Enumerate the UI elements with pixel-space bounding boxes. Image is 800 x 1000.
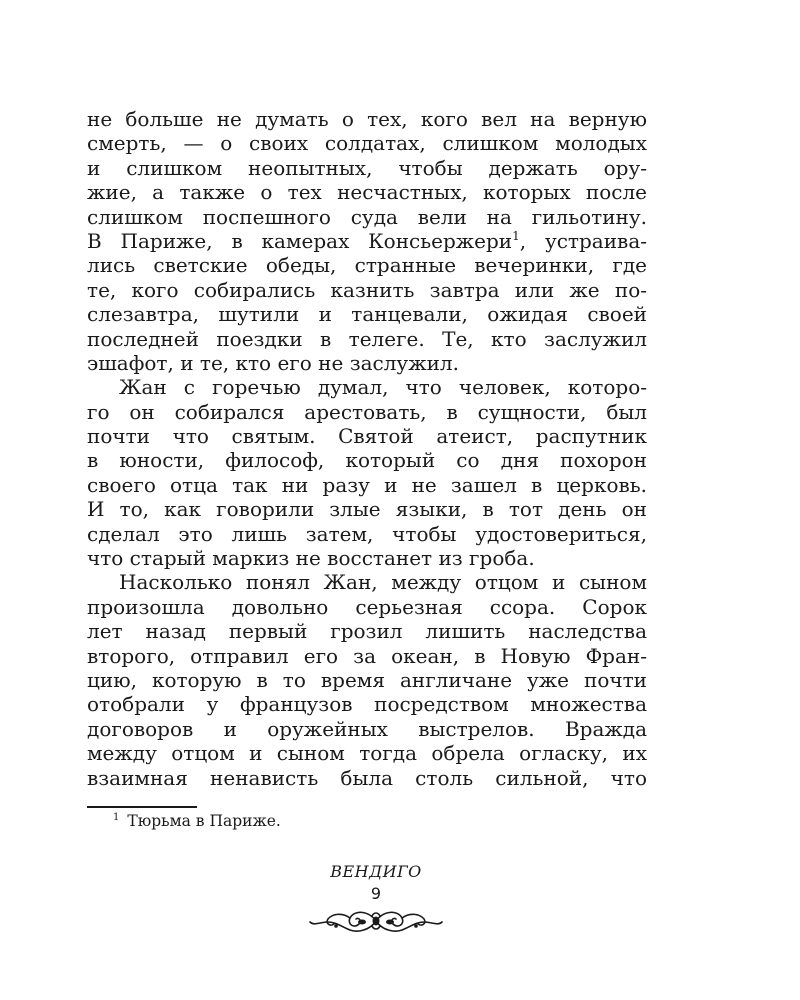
text-line: го он собирался арестовать, в сущности, был xyxy=(87,399,647,424)
text-line xyxy=(87,229,647,253)
text-line: сделал это лишь затем, чтобы удостовериться, xyxy=(87,521,647,546)
text-line: и слишком неопытных, чтобы держать ору- xyxy=(87,155,647,180)
text-line: договоров и оружейных выстрелов. Вражда xyxy=(87,716,647,741)
text-line: слишком поспешного суда вели на гильотину. xyxy=(87,204,647,229)
text-line: Насколько понял Жан, между отцом и сыном xyxy=(119,570,647,595)
text-segment: В Париже, в камерах Консьержери xyxy=(87,228,513,253)
text-line: цию, которую в то время англичане уже почти xyxy=(87,667,647,692)
text-line: жие, а также о тех несчастных, которых после xyxy=(87,180,647,205)
text-line: отобрали у французов посредством множества xyxy=(87,692,647,717)
text-line: своего отца так ни разу и не зашел в церковь. xyxy=(87,472,647,497)
footnote-reference: 1 xyxy=(512,228,520,243)
text-line: взаимная ненависть была столь сильной, что xyxy=(87,765,647,790)
text-line: произошла довольно серьезная ссора. Сорок xyxy=(87,594,647,619)
text-segment: , устраива- xyxy=(519,228,647,253)
text-line: слезавтра, шутили и танцевали, ожидая своей xyxy=(87,302,647,327)
text-line: лись светские обеды, странные вечеринки, где xyxy=(87,253,647,278)
floral-flourish-icon xyxy=(306,904,446,938)
main-text xyxy=(87,107,647,790)
text-line: второго, отправил его за океан, в Новую Фран- xyxy=(87,643,647,668)
text-line: что старый маркиз не восстанет из гроба. xyxy=(87,546,535,571)
page-number: 9 xyxy=(370,884,382,903)
footnote-number: 1 xyxy=(113,812,120,823)
running-title: ВЕНДИГО xyxy=(330,862,422,881)
text-line: те, кого собирались казнить завтра или же по- xyxy=(87,277,647,302)
text-line: почти что святым. Святой атеист, распутник xyxy=(87,424,647,449)
footnote xyxy=(113,812,281,830)
text-line: И то, как говорили злые языки, в тот день он xyxy=(87,497,647,522)
text-line: смерть, — о своих солдатах, слишком молодых xyxy=(87,131,647,156)
text-line: лет назад первый грозил лишить наследства xyxy=(87,619,647,644)
text-line: не больше не думать о тех, кого вел на верную xyxy=(87,107,647,131)
text-line: между отцом и сыном тогда обрела огласку, их xyxy=(87,741,647,766)
footnote-text: Тюрьма в Париже. xyxy=(127,812,281,830)
text-line: в юности, философ, который со дня похорон xyxy=(87,448,647,473)
text-line: эшафот, и те, кто его не заслужил. xyxy=(87,350,459,375)
text-line: последней поездки в телеге. Те, кто заслужил xyxy=(87,326,647,351)
footnote-divider xyxy=(87,806,197,808)
text-line: Жан с горечью думал, что человек, которо- xyxy=(119,375,647,400)
